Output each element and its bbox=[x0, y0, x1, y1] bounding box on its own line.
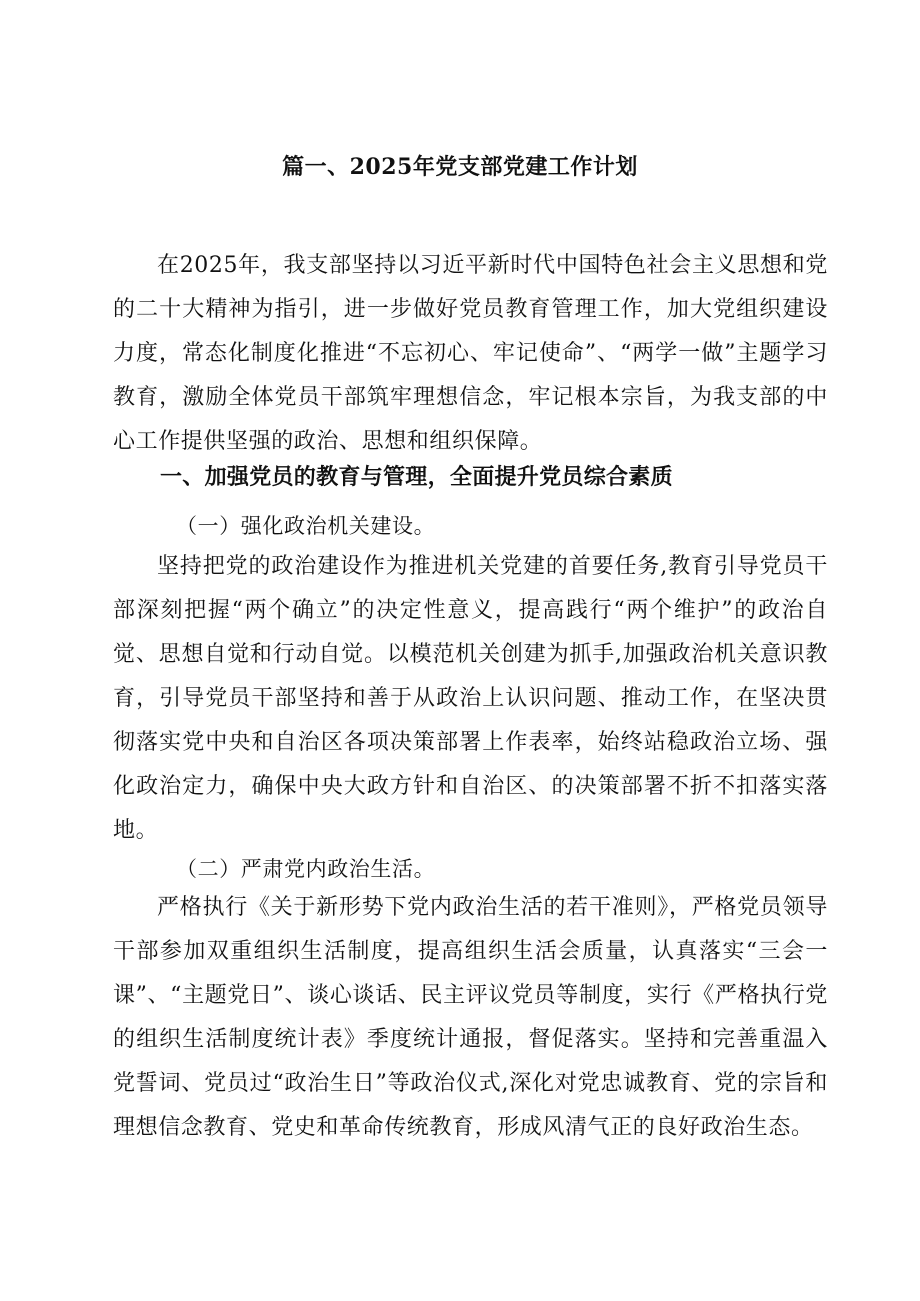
intro-block bbox=[113, 244, 828, 464]
subsection-paragraph-1: 坚持把党的政治建设作为推进机关党建的首要任务,教育引导党员干部深刻把握“两个确立”的决定性意义，提高践行“两个维护”的政治自觉、思想自觉和行动自觉。以模范机关创建为抓手,加强政治机关意识教育，引导党员干部坚持和善于从政治上认识问题、推动工作，在坚决贯彻落实党中央和自治区各项决策部署上作表率，始终站稳政治立场、强化政治定力，确保中央大政方针和自治区、的决策部署不折不扣落实落地。 bbox=[113, 554, 828, 843]
subsection-body-1 bbox=[113, 545, 828, 853]
section-heading: 一、加强党员的教育与管理，全面提升党员综合素质 bbox=[160, 465, 673, 490]
subsection-paragraph-2: 严格执行《关于新形势下党内政治生活的若干准则》，严格党员领导干部参加双重组织生活制度，提高组织生活会质量，认真落实“三会一课”、“主题党日”、谈心谈话、民主评议党员等制度，实行《严格执行党的组织生活制度统计表》季度统计通报，督促落实。坚持和完善重温入党誓词、党员过“政治生日”等政治仪式,深化对党忠诚教育、党的宗旨和理想信念教育、党史和革命传统教育，形成风清气正的良好政治生态。 bbox=[113, 895, 828, 1140]
intro-paragraph: 在2025年，我支部坚持以习近平新时代中国特色社会主义思想和党的二十大精神为指引，进一步做好党员教育管理工作，加大党组织建设力度，常态化制度化推进“不忘初心、牢记使命”、“两学一做”主题学习教育，激励全体党员干部筑牢理想信念，牢记根本宗旨，为我支部的中心工作提供坚强的政治、思想和组织保障。 bbox=[113, 253, 828, 454]
subsection-heading-1: （一）强化政治机关建设。 bbox=[176, 514, 436, 538]
document-title: 篇一、2025年党支部党建工作计划 bbox=[282, 154, 638, 180]
subsection-body-2 bbox=[113, 886, 828, 1150]
subsection-heading-2: （二）严肃党内政治生活。 bbox=[176, 857, 436, 881]
